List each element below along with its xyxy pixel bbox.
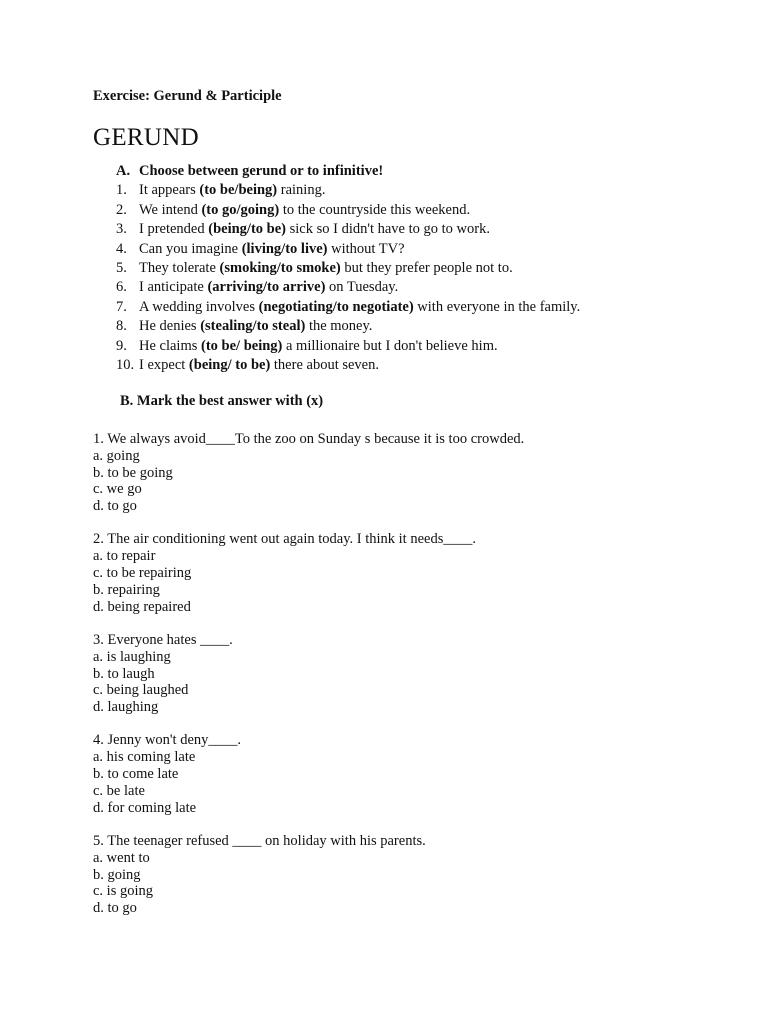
answer-option[interactable]: c. being laughed: [93, 682, 189, 699]
answer-option[interactable]: c. be late: [93, 782, 145, 799]
item-text: He claims (to be/ being) a millionaire but I don't believe him.: [139, 337, 498, 354]
item-number: 3.: [116, 221, 127, 238]
item-number: 1.: [116, 182, 127, 199]
item-number: 8.: [116, 318, 127, 335]
item-choice: (living/to live): [241, 240, 328, 257]
answer-option[interactable]: a. is laughing: [93, 648, 171, 665]
part-a-item: [116, 220, 580, 239]
item-text: He denies (stealing/to steal) the money.: [139, 318, 373, 335]
part-a-item: [116, 317, 580, 336]
item-number: 2.: [116, 201, 127, 218]
answer-option[interactable]: a. going: [93, 447, 140, 464]
item-number: 7.: [116, 298, 127, 315]
answer-option[interactable]: b. to laugh: [93, 665, 155, 682]
item-choice: (negotiating/to negotiate): [258, 298, 414, 315]
item-choice: (stealing/to steal): [200, 318, 306, 335]
answer-option[interactable]: d. to go: [93, 900, 137, 917]
item-text: I anticipate (arriving/to arrive) on Tuesday.: [139, 279, 399, 296]
part-b-questions: [93, 431, 524, 917]
answer-option[interactable]: a. his coming late: [93, 749, 196, 766]
question-text: 1. We always avoid____To the zoo on Sunday s because it is too crowded.: [93, 431, 525, 447]
answer-option[interactable]: b. to come late: [93, 766, 179, 783]
item-text: It appears (to be/being) raining.: [139, 182, 326, 199]
answer-option[interactable]: a. went to: [93, 849, 150, 866]
part-a-marker: A.: [116, 163, 131, 179]
part-a-item: [116, 240, 580, 259]
answer-option[interactable]: b. going: [93, 866, 141, 883]
part-a-item: [116, 356, 580, 375]
item-text: We intend (to go/going) to the countryside this weekend.: [139, 201, 471, 218]
question-5: [93, 833, 524, 917]
item-text: They tolerate (smoking/to smoke) but they prefer people not to.: [139, 259, 513, 276]
document-title: Exercise: Gerund & Participle: [93, 88, 282, 104]
question-text: 2. The air conditioning went out again today. I think it needs____.: [93, 531, 476, 548]
part-a-heading: [116, 162, 580, 181]
item-number: 4.: [116, 240, 127, 257]
question-text: 3. Everyone hates ____.: [93, 631, 233, 648]
part-a-item: [116, 337, 580, 356]
answer-option[interactable]: c. to be repairing: [93, 565, 192, 582]
question-text: 5. The teenager refused ____ on holiday with his parents.: [93, 832, 426, 849]
part-a-item: [116, 278, 580, 297]
answer-option[interactable]: d. to go: [93, 498, 137, 515]
answer-option[interactable]: c. we go: [93, 481, 142, 498]
answer-option[interactable]: d. laughing: [93, 699, 159, 716]
question-4: [93, 732, 524, 816]
item-choice: (arriving/to arrive): [207, 279, 326, 296]
item-number: 10.: [116, 356, 135, 373]
part-a-item: [116, 298, 580, 317]
item-choice: (being/ to be): [188, 356, 271, 373]
item-number: 5.: [116, 259, 127, 276]
item-number: 6.: [116, 279, 127, 296]
part-a: [116, 162, 580, 375]
question-1: [93, 431, 524, 515]
item-text: I expect (being/ to be) there about seven.: [139, 356, 379, 373]
question-text: 4. Jenny won't deny____.: [93, 732, 242, 749]
part-a-heading-text: Choose between gerund or to infinitive!: [139, 163, 384, 179]
part-a-item: [116, 259, 580, 278]
item-text: I pretended (being/to be) sick so I didn't have to go to work.: [139, 221, 490, 238]
part-a-item: [116, 181, 580, 200]
item-number: 9.: [116, 337, 127, 354]
section-heading: GERUND: [93, 124, 199, 151]
item-choice: (smoking/to smoke): [219, 259, 341, 276]
answer-option[interactable]: c. is going: [93, 883, 154, 900]
item-text: A wedding involves (negotiating/to negotiate) with everyone in the family.: [139, 298, 581, 315]
question-2: [93, 531, 524, 615]
item-choice: (to be/ being): [201, 337, 283, 354]
item-choice: (to go/going): [201, 201, 280, 218]
answer-option[interactable]: d. for coming late: [93, 799, 197, 816]
part-b-heading: B. Mark the best answer with (x): [120, 393, 324, 409]
item-text: Can you imagine (living/to live) without TV?: [139, 240, 405, 257]
item-choice: (being/to be): [208, 221, 286, 238]
question-3: [93, 632, 524, 716]
answer-option[interactable]: b. repairing: [93, 581, 160, 598]
answer-option[interactable]: b. to be going: [93, 464, 173, 481]
part-a-item: [116, 201, 580, 220]
answer-option[interactable]: d. being repaired: [93, 598, 191, 615]
item-choice: (to be/being): [199, 182, 278, 199]
answer-option[interactable]: a. to repair: [93, 548, 156, 565]
